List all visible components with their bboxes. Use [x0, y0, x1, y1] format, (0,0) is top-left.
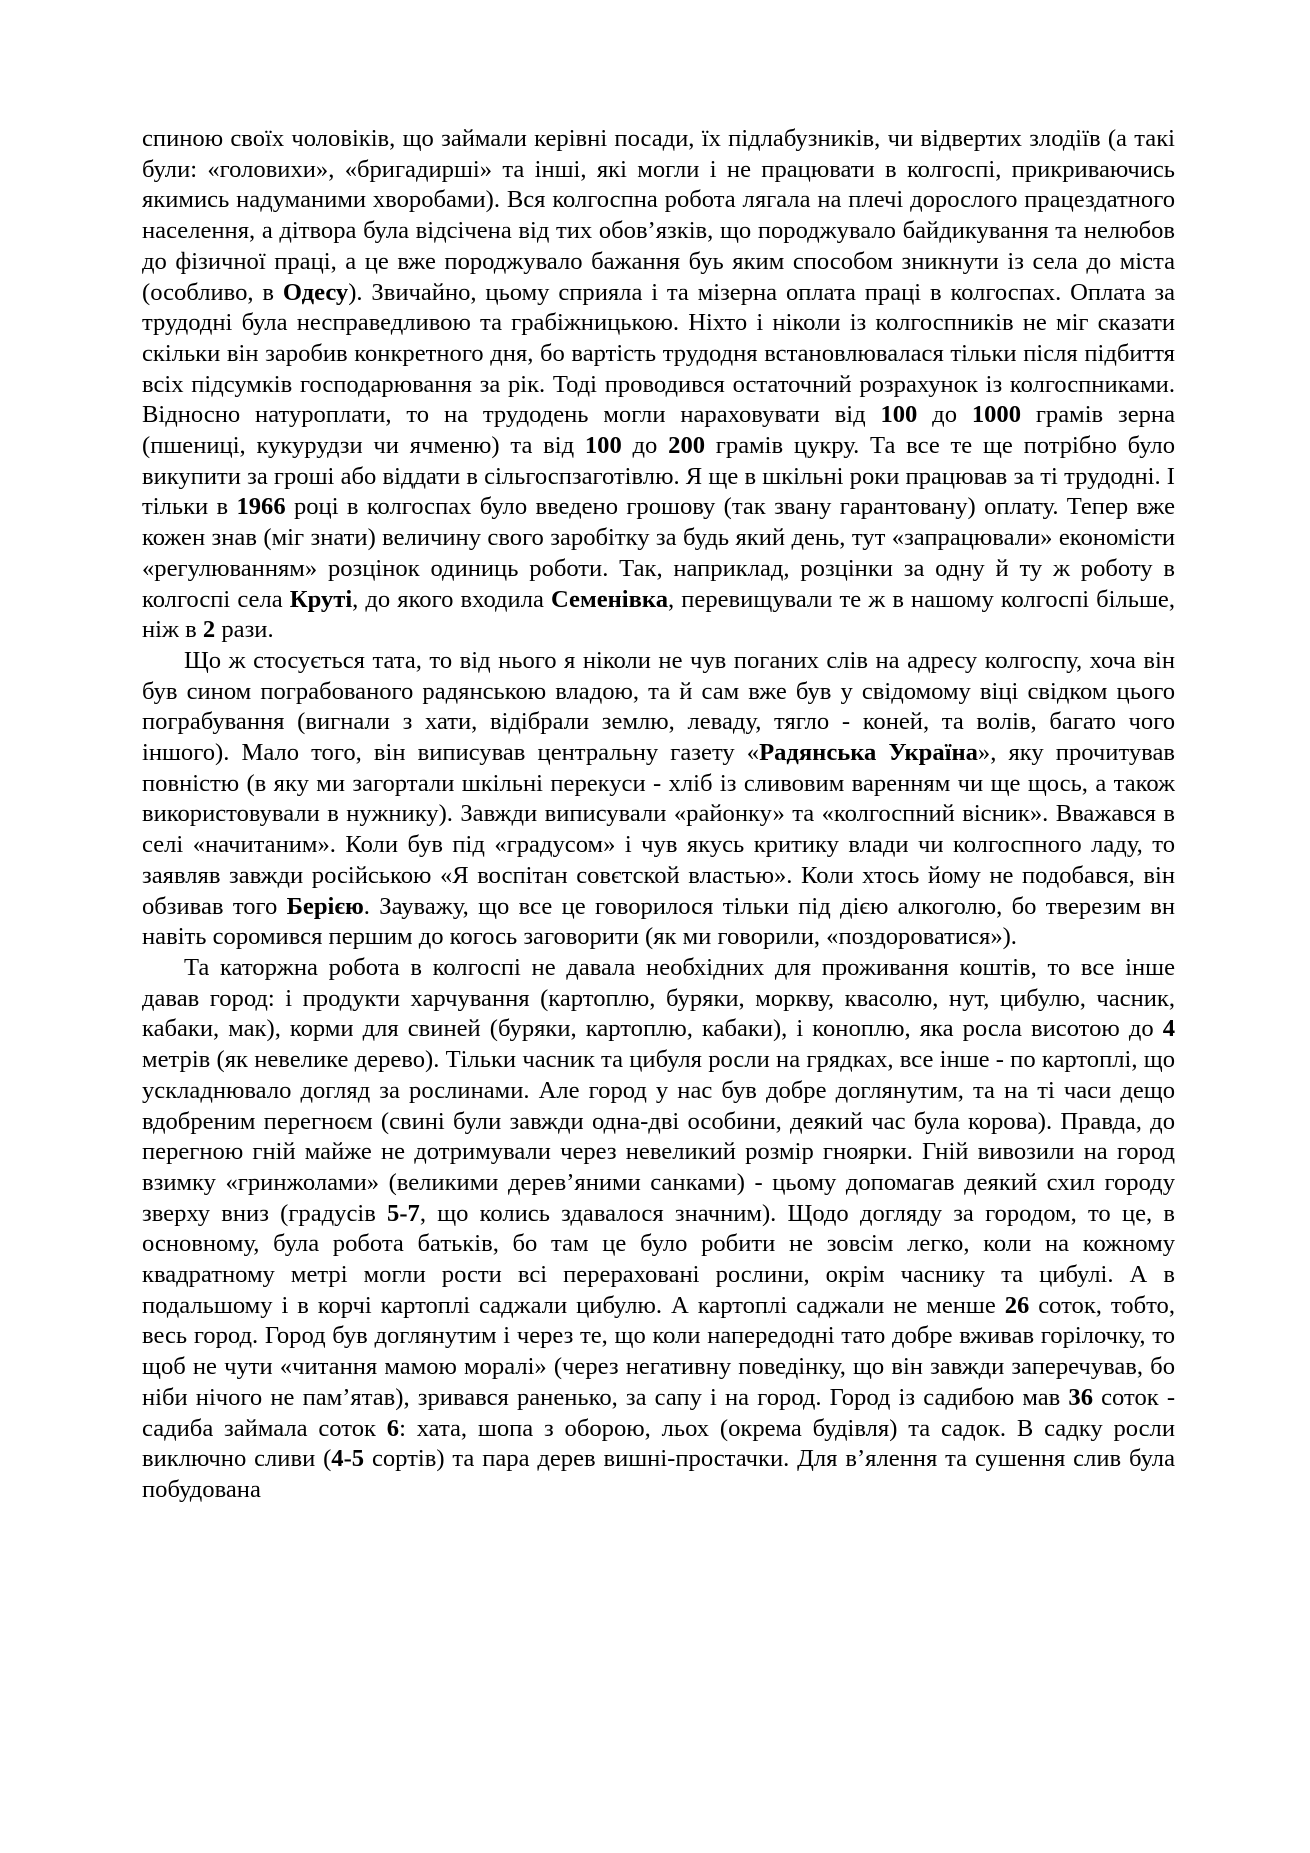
text-run: грамів зерна (пшениці, кукурудзи чи ячменю) та від	[142, 401, 1175, 460]
text-run: Що ж стосується тата, то від нього я ніколи не чув поганих слів на адресу колгоспу, хоча він був сином пограбованого радянською владою, та й сам вже був у свідомому віці свідком цього пограбування (вигнали з хати, відібрали землю, леваду, тягло - коней, та волів, багато чого іншого). Мало того, він виписував центральну газету «	[142, 646, 1175, 767]
bold-text-run: Круті	[289, 585, 353, 613]
text-run: , що колись здавалося значним). Щодо догляду за городом, то це, в основному, була робота батьків, бо там це було робити не зовсім легко, коли на кожному квадратному метрі могли рости всі перераховані рослини, окрім часнику та цибулі. А в подальшому і в корчі картоплі саджали цибулю. А картоплі саджали не менше	[142, 1199, 1176, 1319]
text-run: до	[917, 401, 972, 429]
text-run: до	[621, 432, 669, 460]
paragraph	[142, 953, 1175, 1506]
bold-text-run: Одесу	[282, 278, 349, 306]
bold-text-run: 5-7	[387, 1199, 420, 1227]
bold-text-run: 4	[1162, 1015, 1175, 1043]
bold-text-run: 100	[880, 401, 918, 429]
paragraph	[142, 124, 1175, 646]
bold-text-run: 1966	[236, 493, 286, 521]
bold-text-run: 4-5	[331, 1445, 365, 1473]
text-run: метрів (як невелике дерево). Тільки часник та цибуля росли на грядках, все інше - по картоплі, що ускладнювало догляд за рослинами. Але город у нас був добре доглянутим, та на ті часи дещо вдобреним перегноєм (свині були завжди одна-дві особини, деякий час була корова). Правда, до перегною гній майже не дотримували через невеликий розмір гноярки. Гній вивозили на город взимку «гринжолами» (великими дерев’яними санками) - цьому допомагав деякий схил городу зверху вниз (градусів	[142, 1046, 1175, 1227]
text-run: », яку прочитував повністю (в яку ми загортали шкільні перекуси - хліб із сливовим варенням чи ще щось, а також використовували в нужнику). Завжди виписували «районку» та «колгоспний вісник». Вважався в селі «начитаним». Коли був під «градусом» і чув якусь критику влади чи колгоспного ладу, то заявляв завжди російською «Я воспітан совєтской властью». Коли хтось йому не подобався, він обзивав того	[142, 739, 1175, 920]
text-run: : хата, шопа з оборою, льох (окрема будівля) та садок. В садку росли виключно сливи (	[142, 1414, 1175, 1473]
text-run: рази.	[215, 616, 274, 644]
text-run: спиною своїх чоловіків, що займали керівні посади, їх підлабузників, чи відвертих злодіїв (а такі були: «головихи», «бригадирші» та інші, які могли і не працювати в колгоспі, прикриваючись якимись надуманими хворобами). Вся колгоспна робота лягала на плечі дорослого працездатного населення, а дітвора була відсічена від тих обов’язків, що породжувало байдикування та нелюбов до фізичної праці, а це вже породжувало бажання буь яким способом зникнути із села до міста (особливо, в	[142, 125, 1175, 306]
text-run: Та каторжна робота в колгоспі не давала необхідних для проживання коштів, то все інше давав город: і продукти харчування (картоплю, буряки, моркву, квасолю, нут, цибулю, часник, кабаки, мак), корми для свиней (буряки, картоплю, кабаки), і коноплю, яка росла висотою до	[142, 953, 1175, 1043]
bold-text-run: 200	[668, 432, 706, 460]
body-text	[142, 124, 1175, 1506]
text-run: , перевищували те ж в нашому колгоспі більше, ніж в	[142, 585, 1176, 644]
text-run: . Зауважу, що все це говорилося тільки під дією алкоголю, бо тверезим вн навіть соромився першим до когось заговорити (як ми говорили, «поздороватися»).	[142, 892, 1175, 951]
text-run: сортів) та пара дерев вишні-простачки. Для в’ялення та сушення слив була побудована	[142, 1445, 1175, 1503]
text-run: грамів цукру. Та все те ще потрібно було викупити за гроші або віддати в сільгоспзаготівлю. Я ще в шкільні роки працював за ті трудодні. І тільки в	[142, 432, 1176, 521]
bold-text-run: 6	[386, 1414, 400, 1442]
bold-text-run: Радянська Україна	[759, 739, 978, 767]
text-run: соток, тобто, весь город. Город був доглянутим і через те, що коли напередодні тато добре вживав горілочку, то щоб не чути «читання мамою моралі» (через негативну поведінку, що він завжди заперечував, бо ніби нічого не пам’ятав), зривався раненько, за сапу і на город. Город із садибою мав	[142, 1291, 1175, 1411]
paragraph	[142, 646, 1175, 953]
bold-text-run: Семенівка	[550, 585, 669, 613]
text-run: ). Звичайно, цьому сприяла і та мізерна оплата праці в колгоспах. Оплата за трудодні була несправедливою та грабіжницькою. Ніхто і ніколи із колгоспників не міг сказати скільки він заробив конкретного дня, бо вартість трудодня встановлювалася тільки після підбиття всіх підсумків господарювання за рік. Тоді проводився остаточний розрахунок із колгоспниками. Відносно натуроплати, то на трудодень могли нараховувати від	[142, 278, 1175, 429]
text-run: соток - садиба займала соток	[142, 1383, 1176, 1442]
text-run: , до якого входила	[352, 585, 551, 613]
bold-text-run: 36	[1068, 1383, 1093, 1411]
text-run: році в колгоспах було введено грошову (так звану гарантовану) оплату. Тепер вже кожен знав (міг знати) величину свого заробітку за будь який день, тут «запрацювали» економісти «регулюванням» розцінок одиниць роботи. Так, наприклад, розцінки за одну й ту ж роботу в колгоспі села	[142, 493, 1175, 613]
bold-text-run: 1000	[971, 401, 1022, 429]
bold-text-run: 26	[1004, 1291, 1030, 1319]
bold-text-run: Берією	[286, 892, 364, 920]
bold-text-run: 2	[202, 616, 216, 644]
bold-text-run: 100	[584, 432, 622, 460]
